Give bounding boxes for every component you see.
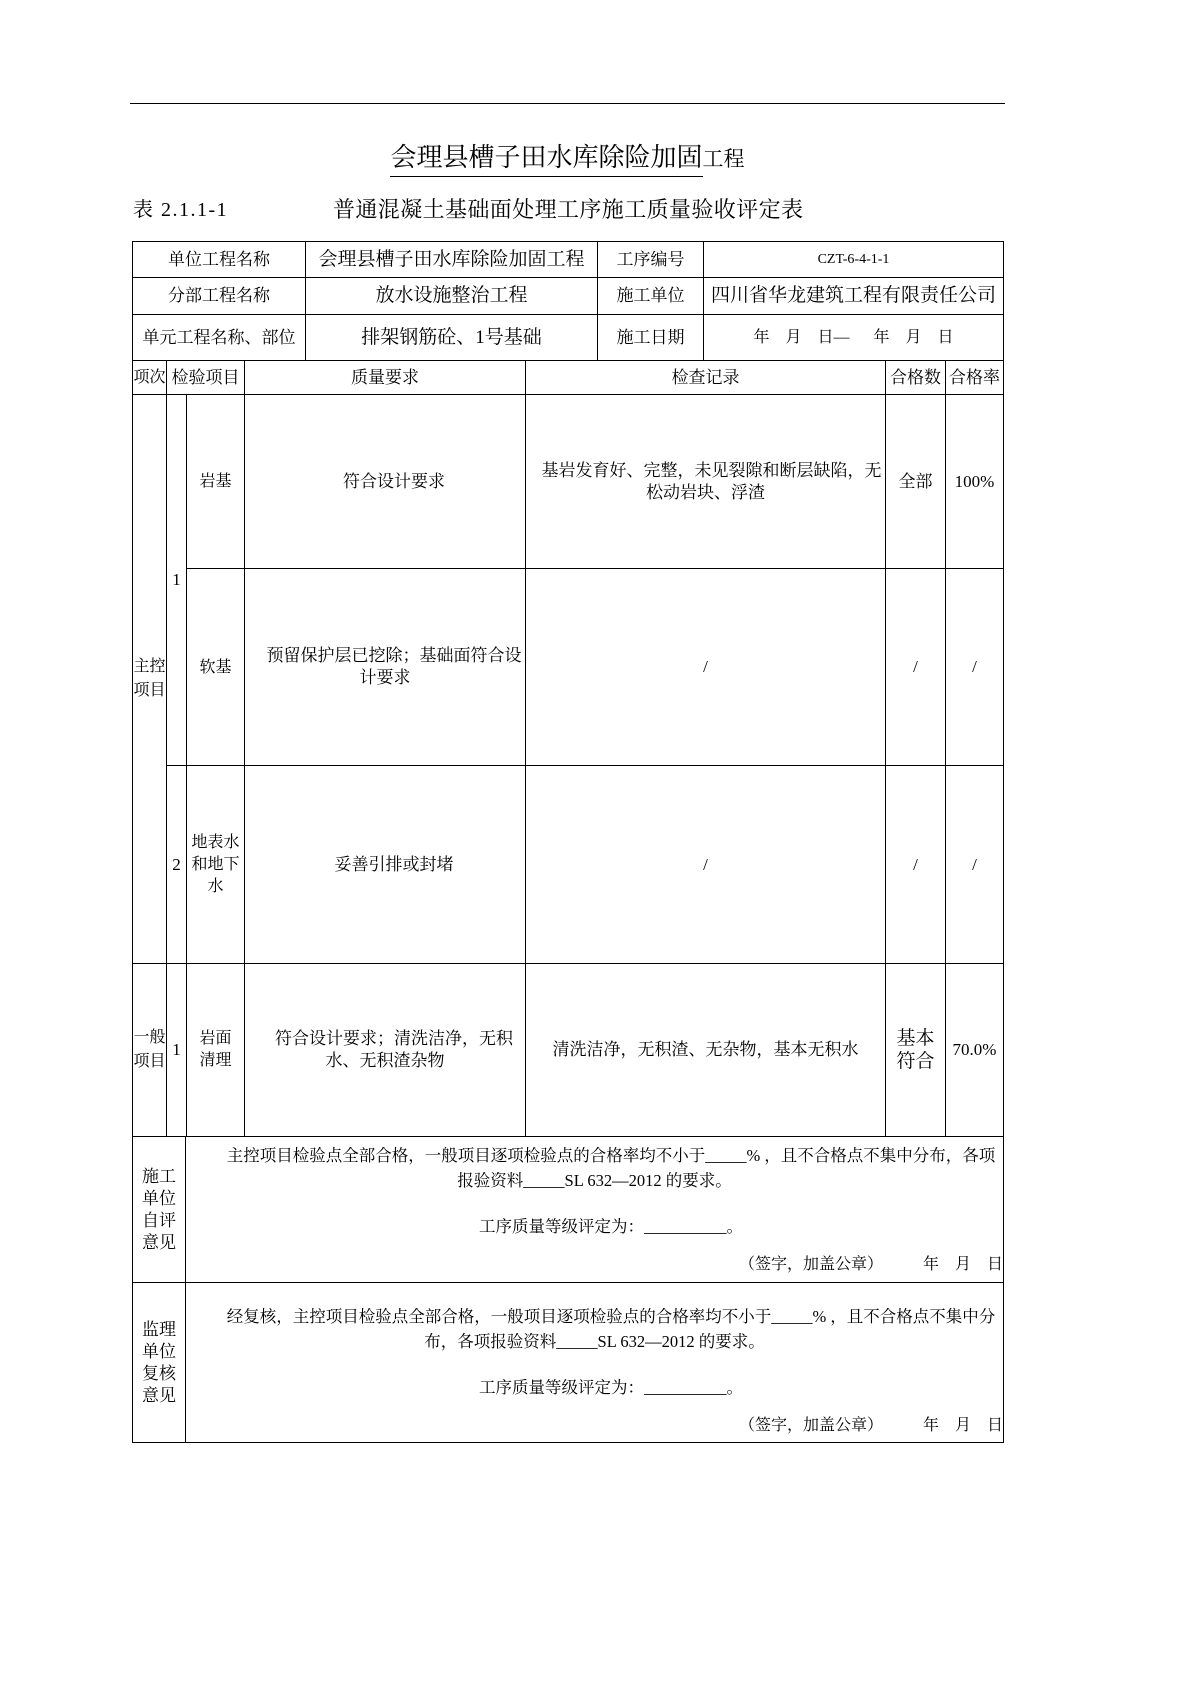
- contractor-value: 四川省华龙建筑工程有限责任公司: [704, 278, 1004, 315]
- pass-rate: /: [946, 766, 1004, 964]
- contractor-grade-line: 工序质量等级评定为：__________。: [479, 1216, 743, 1236]
- supervisor-opinion-row: [133, 1283, 1004, 1443]
- document-title: [132, 140, 1003, 176]
- table-row: [133, 569, 1004, 766]
- item-name: [187, 569, 245, 766]
- inspection-table: [132, 360, 1004, 1137]
- quality-requirement: 符合设计要求: [245, 395, 526, 569]
- info-table: [132, 241, 1004, 361]
- info-row: [133, 242, 1004, 278]
- signature-note: （签字，加盖公章）: [738, 1255, 883, 1273]
- item-name: [187, 395, 245, 569]
- pass-count: /: [886, 569, 946, 766]
- inspection-record: 基岩发育好、完整，未见裂隙和断层缺陷，无松动岩块、浮渣: [526, 395, 886, 569]
- form-title: 普通混凝土基础面处理工序施工质量验收评定表: [333, 197, 804, 222]
- process-no-label: 工序编号: [598, 242, 704, 278]
- category-label: 主控项目: [133, 658, 166, 699]
- table-row: [133, 766, 1004, 964]
- division-label: 分部工程名称: [133, 278, 306, 315]
- process-no-value: CZT-6-4-1-1: [704, 242, 1004, 278]
- unit-project-value: 会理县槽子田水库除险加固工程: [306, 242, 598, 278]
- item-number: 2: [167, 766, 187, 964]
- contractor-label: 施工单位: [598, 278, 704, 315]
- col-header-seq: 项次: [133, 361, 167, 395]
- inspection-record: /: [526, 569, 886, 766]
- quality-requirement: 符合设计要求；清洗洁净，无积水、无积渣杂物: [245, 964, 526, 1137]
- division-value: 放水设施整治工程: [306, 278, 598, 315]
- supervisor-opinion-text: 经复核，主控项目检验点全部合格，一般项目逐项检验点的合格率均不小于_____% ，且不合格点不集中分布，各项报验资料_____SL 632—2012 的要求。: [226, 1306, 996, 1351]
- unit-project-label: 单位工程名称: [133, 242, 306, 278]
- unit-element-value: 排架钢筋砼、1号基础: [306, 315, 598, 361]
- pass-count-text: 基本符合: [896, 1028, 935, 1072]
- col-header-record: 检查记录: [526, 361, 886, 395]
- contractor-opinion-label-text: 施工单位自评意见: [142, 1166, 176, 1252]
- construction-date-label: 施工日期: [598, 315, 704, 361]
- supervisor-grade-line: 工序质量等级评定为：__________。: [479, 1377, 743, 1397]
- supervisor-opinion-label: [133, 1283, 186, 1443]
- info-row: [133, 315, 1004, 361]
- quality-requirement: 预留保护层已挖除；基础面符合设计要求: [245, 569, 526, 766]
- top-rule: [130, 103, 1005, 104]
- contractor-opinion-text: 主控项目检验点全部合格，一般项目逐项检验点的合格率均不小于_____% ，且不合格点不集中分布，各项报验资料_____SL 632—2012 的要求。: [226, 1145, 996, 1190]
- unit-element-label: 单元工程名称、部位: [133, 315, 306, 361]
- pass-rate: 100%: [946, 395, 1004, 569]
- project-title: 会理县槽子田水库除险加固: [390, 143, 702, 177]
- item-number: 1: [167, 395, 187, 766]
- pass-count: [886, 964, 946, 1137]
- contractor-opinion-content: [186, 1137, 1004, 1283]
- table-number: 表 2.1.1-1: [133, 199, 229, 221]
- category-main-control: [133, 395, 167, 964]
- item-name-text: 软基: [199, 658, 232, 676]
- pass-count: /: [886, 766, 946, 964]
- item-name-text: 岩基: [199, 473, 232, 490]
- signature-note: （签字，加盖公章）: [738, 1416, 883, 1434]
- quality-requirement: 妥善引排或封堵: [245, 766, 526, 964]
- col-header-item: 检验项目: [167, 361, 245, 395]
- table-header-row: [133, 361, 1004, 395]
- opinions-table: [132, 1136, 1004, 1443]
- col-header-pass-count: 合格数: [886, 361, 946, 395]
- signature-date: 年 月 日: [922, 1255, 1003, 1273]
- info-row: [133, 278, 1004, 315]
- supervisor-opinion-content: [186, 1283, 1004, 1443]
- table-row: [133, 395, 1004, 569]
- construction-date-value: 年 月 日— 年 月 日: [704, 315, 1004, 361]
- contractor-signature-line: [186, 1252, 1003, 1277]
- table-row: [133, 964, 1004, 1137]
- pass-rate: 70.0%: [946, 964, 1004, 1137]
- signature-date: 年 月 日: [922, 1416, 1003, 1434]
- supervisor-opinion-label-text: 监理单位复核意见: [142, 1319, 176, 1405]
- pass-count: 全部: [886, 395, 946, 569]
- item-number: 1: [167, 964, 187, 1137]
- project-title-suffix: 工程: [702, 147, 745, 171]
- contractor-opinion-row: [133, 1137, 1004, 1283]
- inspection-record: /: [526, 766, 886, 964]
- contractor-opinion-label: [133, 1137, 186, 1283]
- supervisor-signature-line: [186, 1413, 1003, 1438]
- category-label: 一般项目: [133, 1029, 166, 1070]
- category-general: [133, 964, 167, 1137]
- item-name-text: 地表水和地下水: [191, 833, 240, 895]
- item-name: [187, 964, 245, 1137]
- inspection-record: 清洗洁净，无积渣、无杂物，基本无积水: [526, 964, 886, 1137]
- col-header-requirement: 质量要求: [245, 361, 526, 395]
- col-header-pass-rate: 合格率: [946, 361, 1004, 395]
- item-name: [187, 766, 245, 964]
- item-name-text: 岩面清理: [199, 1030, 232, 1069]
- pass-rate: /: [946, 569, 1004, 766]
